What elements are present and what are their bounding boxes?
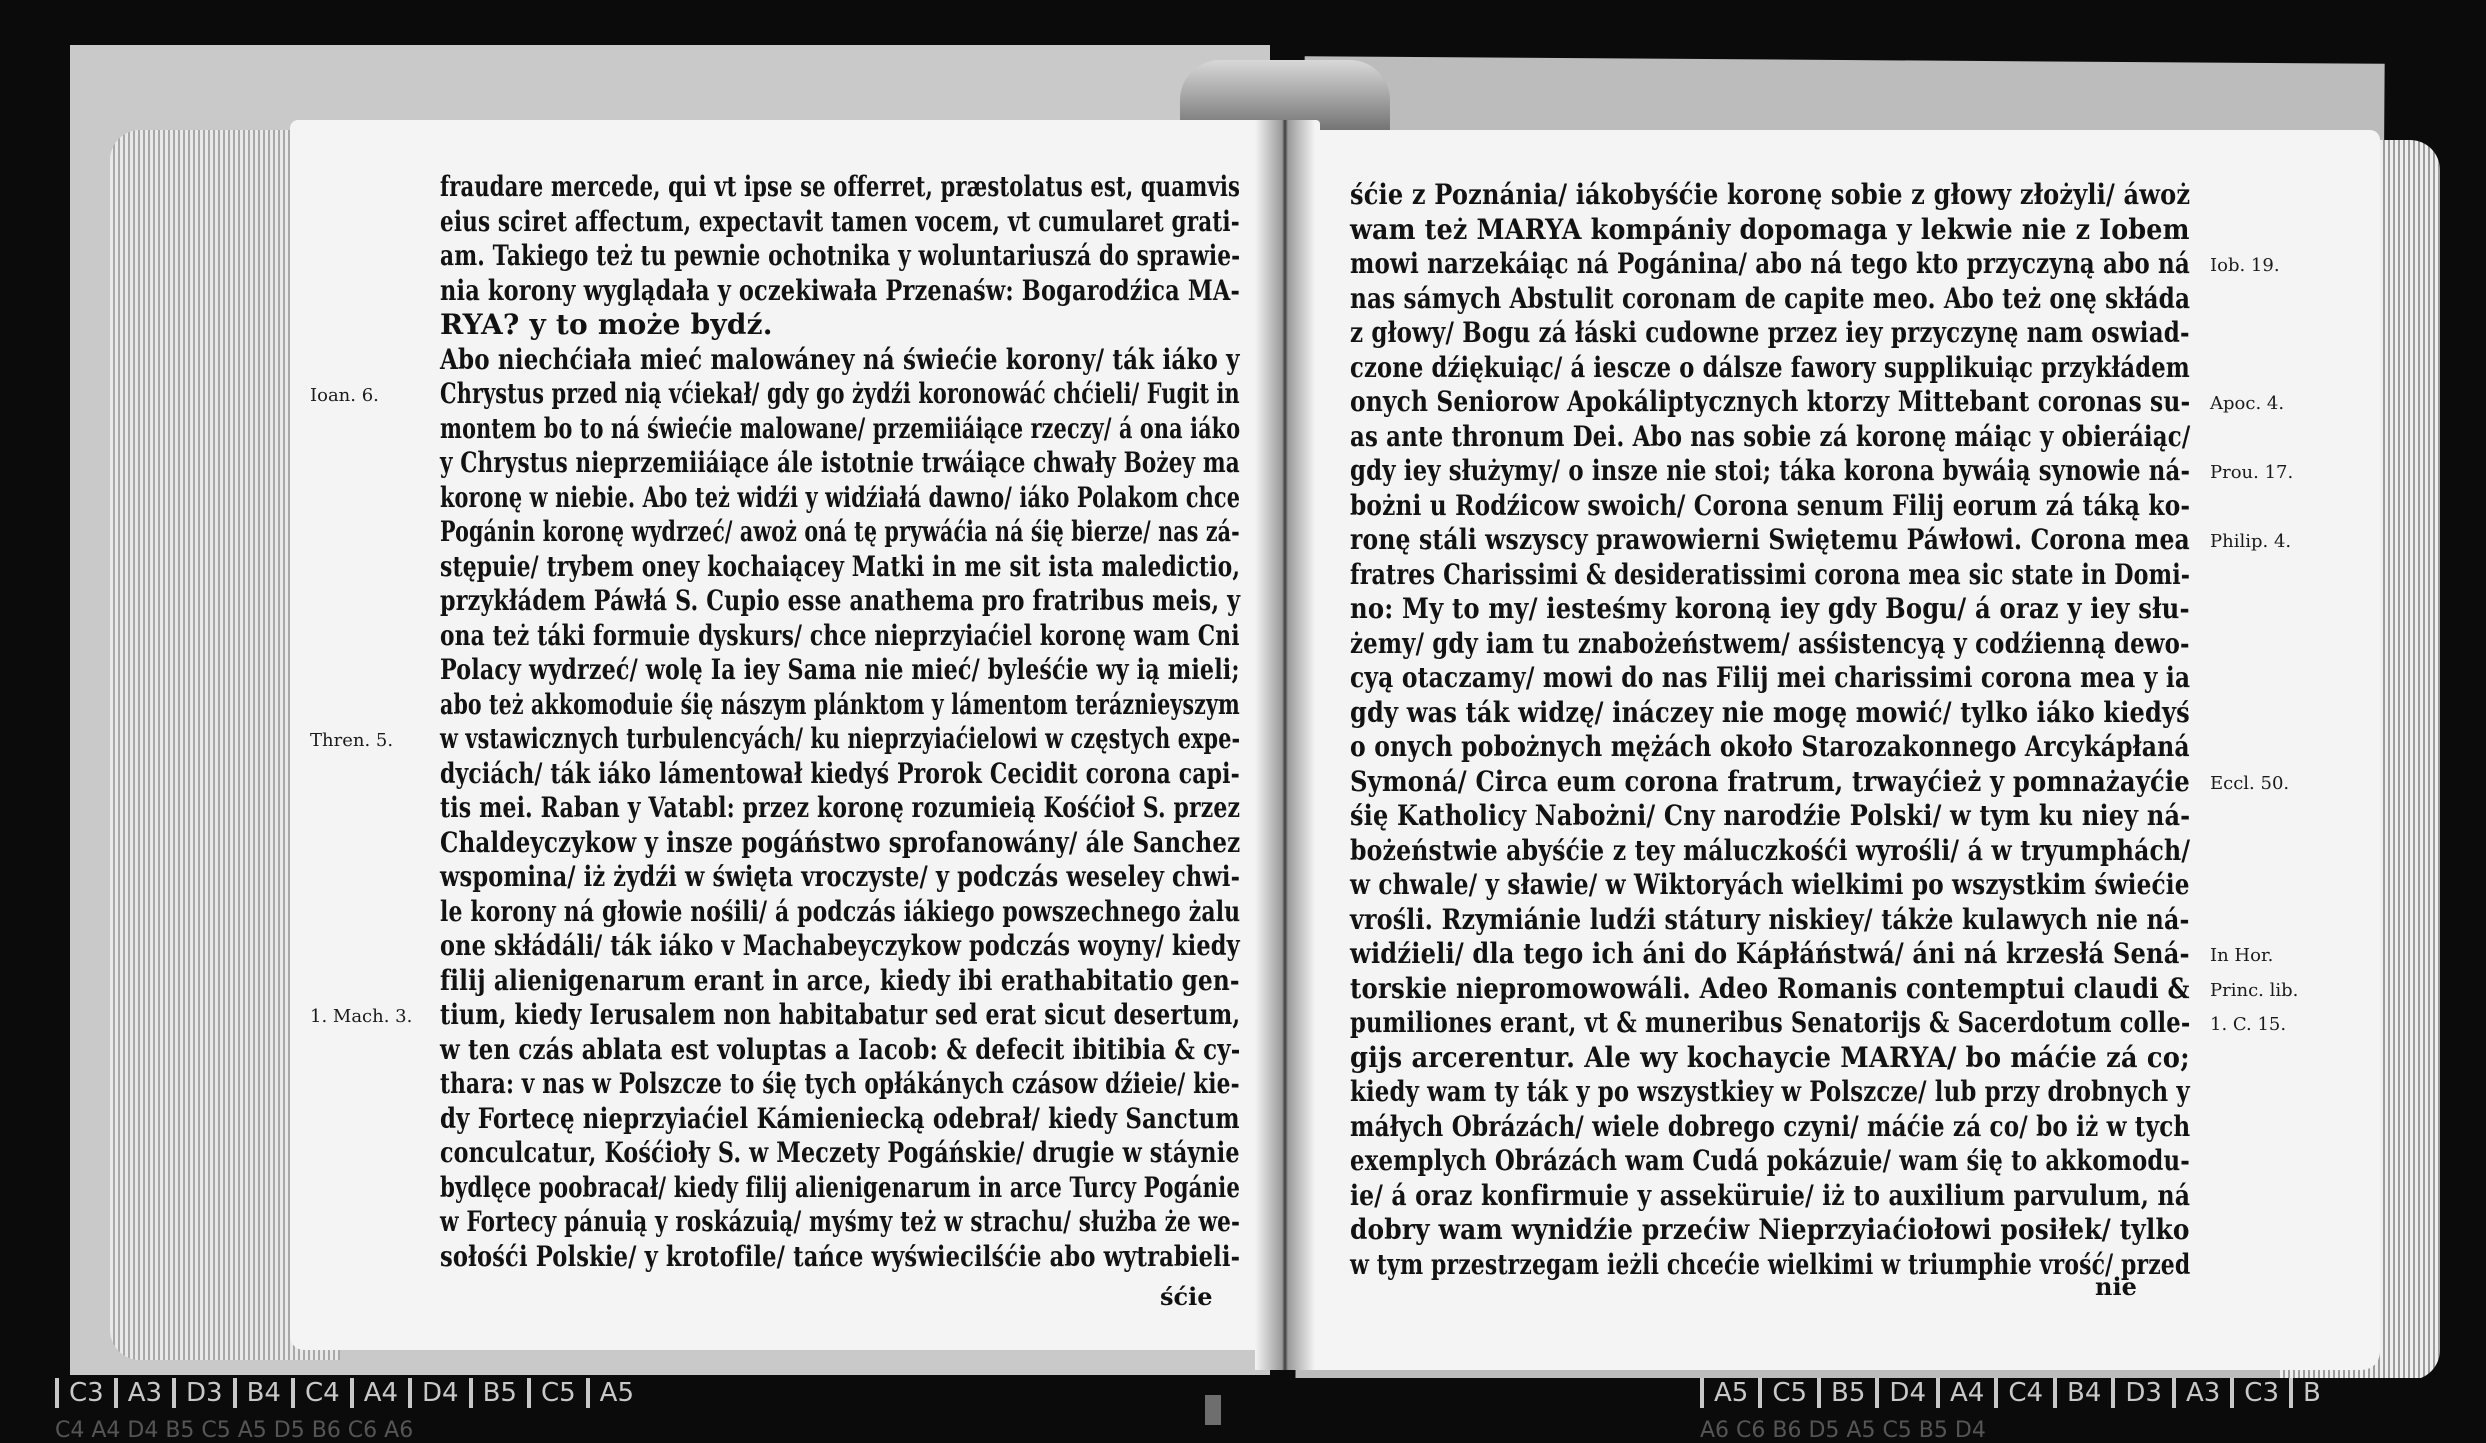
text-line: wam też MARYA kompániy dopomaga y lekwie nie z Iobem: [1350, 212, 2190, 246]
text-line: w ten czás ablata est voluptas a Iacob: & defecit ibitibia & cy-: [440, 1032, 1241, 1066]
text-line: thara: v nas w Polszcze to śię tych opłákánych czásow dźieie/ kie-: [440, 1067, 1240, 1100]
color-scale-left: [55, 1378, 644, 1414]
text-line: śię Katholicy Nabożni/ Cny narodźie Polski/ w tym ku niey ná-: [1350, 799, 2191, 832]
text-line: nas sámych Abstulit coronam de capite meo. Abo też onę skłáda: [1350, 281, 2191, 315]
text-line: mowi narzekáiąc ná Pogánina/ abo ná tego kto przyczyną abo ná: [1350, 247, 2191, 280]
text-line: przykłádem Páwłá S. Cupio esse anathema pro fratribus meis, y: [440, 584, 1241, 617]
text-line: Abo niechćiała mieć malowáney ná świećie korony/ ták iáko y: [440, 342, 1240, 376]
color-scale-label: A3: [114, 1378, 172, 1408]
text-line: Chrystus przed nią vćiekał/ gdy go żydźi koronowáć chćieli/ Fugit in: [440, 377, 1240, 410]
margin-note: Eccl. 50.: [2210, 772, 2290, 794]
text-line: Pogánin koronę wydrzeć/ awoż oná tę prywáćia ná śię bierze/ nas zá-: [440, 515, 1240, 548]
color-scale-label: D3: [172, 1378, 233, 1408]
text-line: fraudare mercede, qui vt ipse se offerret, præstolatus est, quamvis: [440, 170, 1241, 203]
text-line: one skłádáli/ ták iáko v Machabeyczykow podczás woyny/ kiedy: [440, 929, 1240, 962]
text-line: wspomina/ iż żydźi w święta vroczyste/ y podczás weseley chwi-: [440, 860, 1241, 893]
color-scale-label: A5: [586, 1378, 644, 1408]
text-line: torskie niepromowowáli. Adeo Romanis contemptui claudi &: [1350, 971, 2190, 1005]
text-line: eius sciret affectum, expectavit tamen vocem, vt cumularet grati-: [440, 204, 1240, 238]
color-scale-label: B: [2289, 1378, 2331, 1408]
text-line: bożeństwie abyśćie z tey máluczkośći wyrośli/ á w tryumphách/: [1350, 833, 2191, 867]
text-line: ronę stáli wszyscy prawowierni Swiętemu Páwłowi. Corona mea: [1350, 523, 2190, 556]
color-scale-label: D4: [1875, 1378, 1936, 1408]
text-line: exemplych Obrázách wam Cudá pokázuie/ wam śię to akkomodu-: [1350, 1144, 2190, 1177]
text-line: dobry wam wynidźie przećiw Nieprzyiaćiołowi posiłek/ tylko: [1350, 1213, 2190, 1246]
color-scale-label: C4: [291, 1378, 350, 1408]
color-scale-label: C4: [1994, 1378, 2053, 1408]
margin-note: Ioan. 6.: [310, 385, 379, 406]
color-scale-label: C5: [527, 1378, 586, 1408]
text-line: montem bo to ná świećie malowane/ przemiiáiące rzeczy/ á ona iáko: [440, 411, 1241, 445]
margin-note: In Hor.: [2210, 945, 2274, 966]
text-line: abo też akkomoduie śię nászym plánktom y lámentom teráznieyszym: [440, 687, 1240, 721]
color-scale-label: B4: [233, 1378, 291, 1408]
text-line: kiedy wam ty ták y po wszystkiey w Polszcze/ lub przy drobnych y: [1350, 1075, 2190, 1108]
left-catchword: śćie: [1160, 1282, 1213, 1311]
text-line: o onych pobożnych mężách około Starozakonnego Arcykápłaná: [1350, 730, 2190, 763]
text-line: tium, kiedy Ierusalem non habitabatur sed erat sicut desertum,: [440, 998, 1241, 1031]
margin-note: Prou. 17.: [2210, 462, 2294, 483]
text-line: Symoná/ Circa eum corona fratrum, trwayćież y pomnażayćie: [1350, 764, 2190, 798]
text-line: le korony ná głowie nośili/ á podczás iákiego powszechnego żalu: [440, 894, 1241, 928]
color-scale-label: D3: [2111, 1378, 2172, 1408]
text-line: dy Fortecę nieprzyiaćiel Kámieniecką odebrał/ kiedy Sanctum: [440, 1101, 1240, 1135]
margin-note: Apoc. 4.: [2210, 393, 2285, 414]
text-line: nia korony wyglądała y oczekiwała Przenaśw: Bogarodźica MA-: [440, 273, 1240, 307]
text-line: no: My to my/ iesteśmy koroną iey gdy Bogu/ á oraz y iey słu-: [1350, 592, 2190, 625]
text-line: w Fortecy pánuią y roskázuią/ myśmy też w strachu/ służba że we-: [440, 1205, 1241, 1238]
margin-note: 1. C. 15.: [2210, 1014, 2287, 1035]
text-line: koronę w niebie. Abo też widźi y widźiałá dawno/ iáko Polakom chce: [440, 480, 1241, 514]
color-scale-label: B4: [2053, 1378, 2111, 1408]
right-page: [1290, 130, 2380, 1370]
text-line: RYA? y to może bydź.: [440, 308, 773, 341]
text-line: dyciách/ ták iáko lámentował kiedyś Prorok Cecidit corona capi-: [440, 756, 1240, 790]
text-line: gijs arcerentur. Ale wy kochaycie MARYA/ bo máćie zá co;: [1350, 1040, 2190, 1074]
text-line: y Chrystus nieprzemiiáiące ále istotnie trwáiące chwały Bożey ma: [440, 446, 1240, 479]
book-gutter: [1255, 120, 1315, 1370]
text-line: conculcatur, Kośćioły S. w Meczety Pogáńskie/ drugie w stáynie: [440, 1136, 1240, 1169]
right-catchword: nie: [2095, 1272, 2137, 1301]
text-line: máłych Obrázách/ wiele dobrego czyni/ máćie zá co/ bo iż w tych: [1350, 1109, 2191, 1143]
text-line: Chaldeyczykow y insze pogáństwo sprofanowány/ ále Sanchez: [440, 825, 1241, 859]
text-line: pumiliones erant, vt & muneribus Senatorijs & Sacerdotum colle-: [1350, 1006, 2191, 1039]
text-line: gdy was ták widzę/ ináczey nie mogę mowić/ tylko iáko kiedyś: [1350, 695, 2190, 729]
color-scale-label: C5: [1758, 1378, 1817, 1408]
text-line: ie/ á oraz konfirmuie y asseküruie/ iż to auxilium parvulum, ná: [1350, 1178, 2191, 1212]
color-scale-label: C3: [2230, 1378, 2289, 1408]
color-scale-right-row2: A6 C6 B6 D5 A5 C5 B5 D4: [1700, 1418, 1986, 1443]
margin-note: Thren. 5.: [310, 730, 394, 751]
text-line: bydlęce poobracał/ kiedy filij alienigenarum in arce Turcy Pogánie: [440, 1170, 1241, 1204]
color-scale-label: A4: [1936, 1378, 1994, 1408]
text-line: czone dźiękuiąc/ á iescze o dálsze fawory supplikuiąc przykłádem: [1350, 350, 2190, 384]
text-line: w vstawicznych turbulencyách/ ku nieprzyiaćielowi w częstych expe-: [440, 722, 1241, 755]
text-line: widźieli/ dla tego ich áni do Kápłáństwá/ áni ná krzesłá Sená-: [1350, 937, 2190, 970]
color-scale-label: B5: [1817, 1378, 1875, 1408]
text-line: cyą otaczamy/ mowi do nas Filij mei charissimi corona mea y ia: [1350, 661, 2191, 694]
text-line: filij alienigenarum erant in arce, kiedy ibi erathabitatio gen-: [440, 963, 1240, 997]
margin-note: Princ. lib.: [2210, 979, 2299, 1001]
text-line: bożni u Rodźicow swoich/ Corona senum Filij eorum zá táką ko-: [1350, 488, 2191, 522]
text-line: gdy iey służymy/ o insze nie stoi; táka korona bywáią synowie ná-: [1350, 454, 2191, 487]
text-line: sołośći Polskie/ y krotofile/ tańce wyświecilśćie abo wytrabieli-: [440, 1239, 1241, 1273]
color-scale-label: A5: [1700, 1378, 1758, 1408]
color-scale-left-row2: C4 A4 D4 B5 C5 A5 D5 B6 C6 A6: [55, 1418, 414, 1443]
text-line: tis mei. Raban y Vatabl: przez koronę rozumieią Kośćioł S. przez: [440, 791, 1241, 824]
text-line: ona też táki formuie dyskurs/ chce nieprzyiaćiel koronę wam Cni: [440, 618, 1240, 652]
text-line: śćie z Poznánia/ iákobyśćie koronę sobie z głowy złożyli/ áwoż: [1350, 178, 2191, 211]
center-marker: [1205, 1395, 1221, 1425]
margin-note: 1. Mach. 3.: [310, 1006, 413, 1027]
color-scale-label: B5: [469, 1378, 527, 1408]
color-scale-right: [1700, 1378, 2331, 1414]
text-line: am. Takiego też tu pewnie ochotnika y woluntariuszá do sprawie-: [440, 239, 1241, 272]
text-line: w tym przestrzegam ieżli chcećie wielkimi w triumphie vrość/ przed: [1350, 1247, 2191, 1281]
text-line: żemy/ gdy iam tu znabożeństwem/ asśistencyą y codźienną dewo-: [1350, 626, 2190, 660]
color-scale-label: D4: [408, 1378, 469, 1408]
text-line: w chwale/ y sławie/ w Wiktoryách wielkimi po wszystkim świećie: [1350, 868, 2190, 901]
text-line: as ante thronum Dei. Abo nas sobie zá koronę máiąc y obieráiąc/: [1350, 419, 2191, 453]
margin-note: Iob. 19.: [2210, 255, 2280, 276]
text-line: stępuie/ trybem oney kochaiącey Matki in me sit ista maledictio,: [440, 549, 1241, 583]
left-page: [290, 120, 1320, 1350]
text-line: Polacy wydrzeć/ wolę Ia iey Sama nie mieć/ byleśćie wy ią mieli;: [440, 653, 1240, 686]
text-line: onych Seniorow Apokáliptycznych ktorzy Mittebant coronas su-: [1350, 385, 2191, 418]
color-scale-label: A3: [2172, 1378, 2230, 1408]
text-line: vrośli. Rzymiánie ludźi státury niskiey/ tákże kulawych nie ná-: [1350, 902, 2190, 936]
text-line: fratres Charissimi & desideratissimi corona mea sic state in Domi-: [1350, 557, 2191, 591]
margin-note: Philip. 4.: [2210, 531, 2292, 552]
color-scale-label: C3: [55, 1378, 114, 1408]
text-line: z głowy/ Bogu zá łáski cudowne przez iey przyczynę nam oswiad-: [1350, 316, 2190, 349]
color-scale-label: A4: [350, 1378, 408, 1408]
